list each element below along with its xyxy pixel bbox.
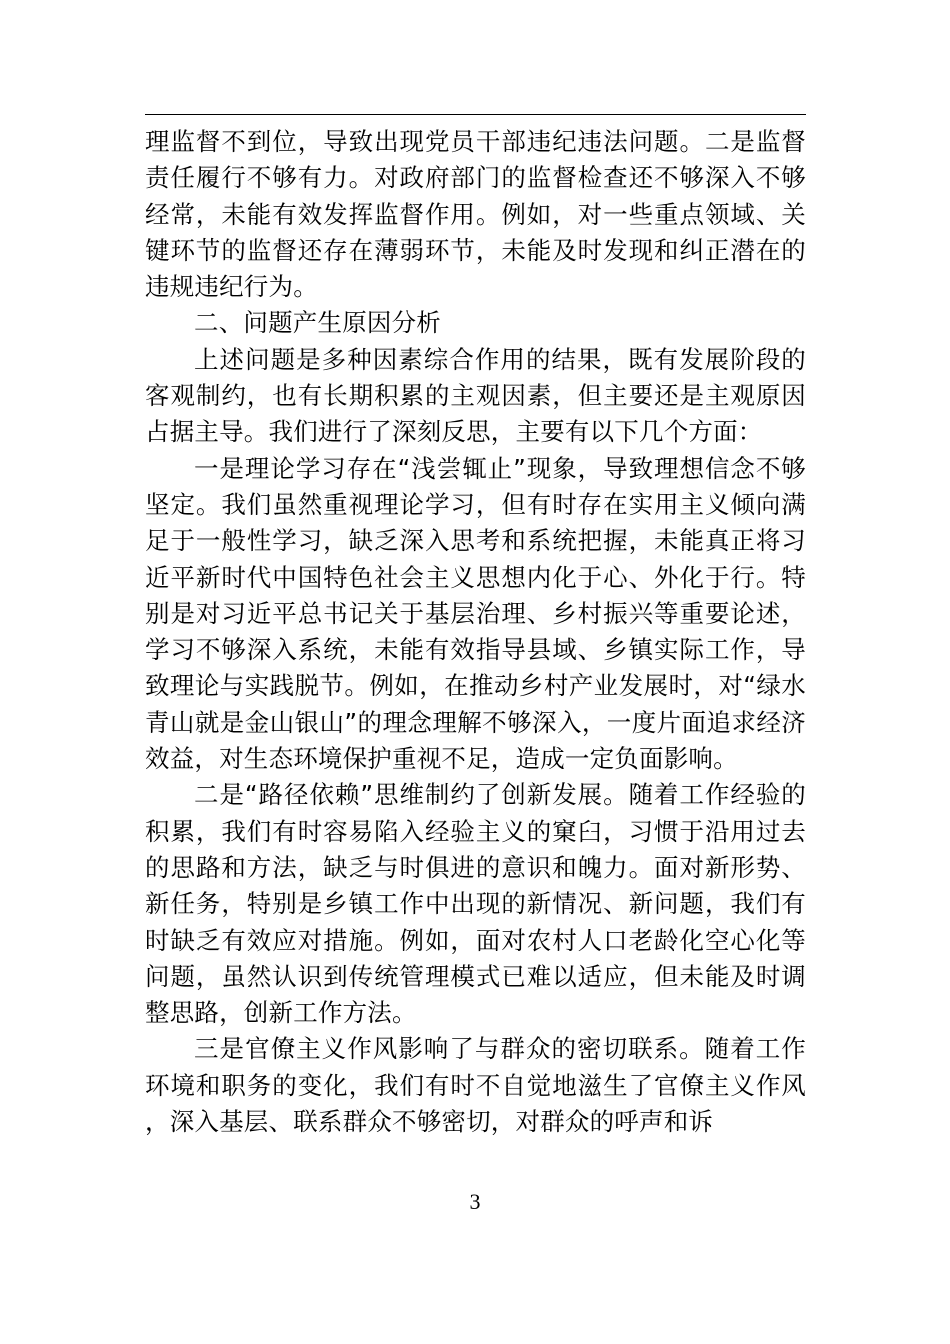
section-heading: 二、问题产生原因分析 <box>194 308 441 338</box>
paragraph-continuation: 理监督不到位，导致出现党员干部违纪违法问题。二是监督责任履行不够有力。对政府部门的监督检查还不够深入不够经常，未能有效发挥监督作用。例如，对一些重点领域、关键环节的监督还存在薄弱环节，未能及时发现和纠正潜在的违规违纪行为。 <box>145 127 806 302</box>
paragraph: 上述问题是多种因素综合作用的结果，既有发展阶段的客观制约，也有长期积累的主观因素，但主要还是主观原因占据主导。我们进行了深刻反思，主要有以下几个方面： <box>145 344 806 447</box>
paragraph: 二是“路径依赖”思维制约了创新发展。随着工作经验的积累，我们有时容易陷入经验主义的窠臼，习惯于沿用过去的思路和方法，缺乏与时俱进的意识和魄力。面对新形势、新任务，特别是乡镇工作中出现的新情况、新问题，我们有时缺乏有效应对措施。例如，面对农村人口老龄化空心化等问题，虽然认识到传统管理模式已难以适应，但未能及时调整思路，创新工作方法。 <box>145 780 806 1028</box>
header-rule <box>145 114 806 115</box>
paragraph: 一是理论学习存在“浅尝辄止”现象，导致理想信念不够坚定。我们虽然重视理论学习，但有时存在实用主义倾向满足于一般性学习，缺乏深入思考和系统把握，未能真正将习近平新时代中国特色社会主义思想内化于心、外化于行。特别是对习近平总书记关于基层治理、乡村振兴等重要论述，学习不够深入系统，未能有效指导县域、乡镇实际工作，导致理论与实践脱节。例如，在推动乡村产业发展时，对“绿水青山就是金山银山”的理念理解不够深入，一度片面追求经济效益，对生态环境保护重视不足，造成一定负面影响。 <box>145 453 806 774</box>
page-number: 3 <box>469 1189 481 1214</box>
paragraph: 三是官僚主义作风影响了与群众的密切联系。随着工作环境和职务的变化，我们有时不自觉地滋生了官僚主义作风，深入基层、联系群众不够密切，对群众的呼声和诉 <box>145 1034 806 1137</box>
document-body <box>145 124 806 1140</box>
